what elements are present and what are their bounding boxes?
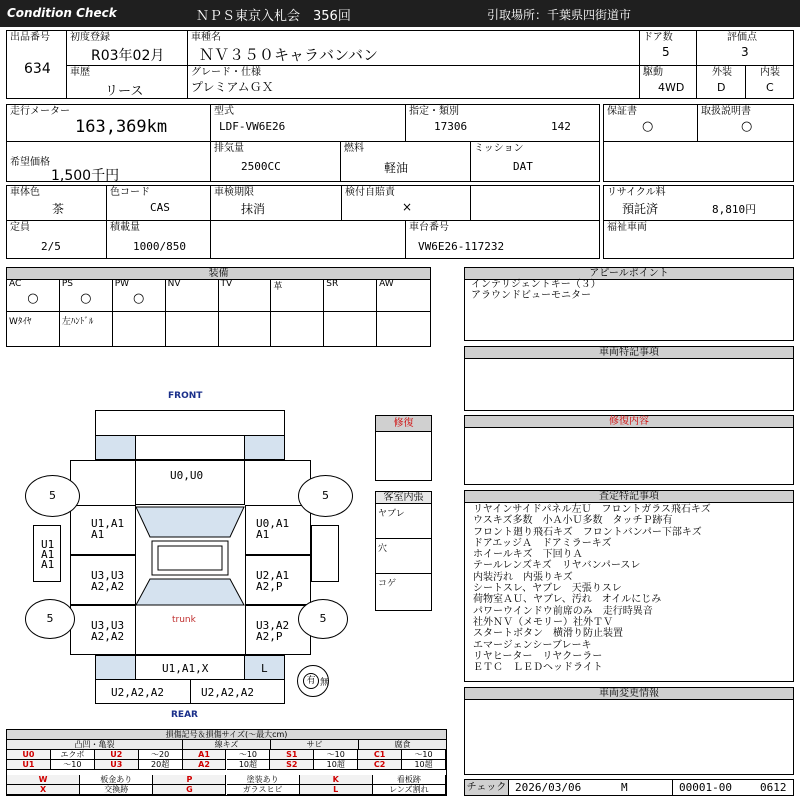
right-front-damage-1: U0,A1 — [256, 517, 290, 530]
displacement-label: 排気量 — [214, 143, 244, 154]
equipment-cell-nv — [166, 279, 219, 312]
legend-desc: 〜10 — [314, 750, 358, 760]
manual-label: 取扱説明書 — [701, 106, 751, 117]
fuel-label: 燃料 — [344, 143, 364, 154]
repair-content-title: 修復内容 — [465, 416, 793, 428]
equipment-header-tv: TV — [220, 279, 233, 289]
legend-row-4 — [7, 785, 446, 795]
equipment-mark-pw: ○ — [133, 291, 145, 306]
inspection-note-line: ホイールキズ 下回りＡ — [473, 549, 583, 561]
price-label: 希望価格 — [10, 157, 50, 168]
equipment-cell-row2 — [7, 312, 60, 346]
lot-number-cell — [6, 30, 67, 99]
warranty-cell — [603, 104, 698, 142]
equipment-title: 装備 — [7, 268, 430, 280]
load-cell — [106, 220, 211, 259]
body-color-label: 車体色 — [10, 187, 40, 198]
spare-tire-circle: 有 — [303, 673, 319, 689]
legend-group-header: 腐食 — [359, 740, 447, 750]
history-cell — [66, 65, 188, 99]
legend-desc: 10超 — [314, 760, 358, 770]
tire-rear-left[interactable]: 5 — [25, 599, 75, 639]
headlight-right[interactable] — [244, 435, 285, 460]
trunk-label: trunk — [172, 615, 196, 625]
inspection-note-line: リヤインサイドパネル左Ｕ フロントガラス飛石キズ — [473, 504, 711, 515]
equipment-cell-sr — [324, 279, 377, 312]
legend-desc: レンズ割れ — [373, 785, 446, 795]
welfare-label: 福祉車両 — [607, 222, 647, 233]
right-side-mirror-area[interactable] — [311, 525, 339, 582]
inspection-note-line: ドアエッジＡ ドアミラーキズ — [473, 537, 612, 549]
appeal-line: アラウンドビューモニター — [471, 290, 591, 301]
score-cell — [696, 30, 794, 66]
capacity-label: 定員 — [10, 222, 30, 233]
price-value: 1,500千円 — [51, 168, 120, 184]
model-label: 型式 — [214, 106, 234, 117]
legend-desc: 〜10 — [227, 750, 271, 760]
spare-tire-text: 無 — [320, 678, 330, 688]
legend-row-1 — [7, 750, 446, 760]
drive-value: 4WD — [658, 81, 685, 94]
equipment-extra-label: Wﾀｲﾔ — [9, 317, 32, 327]
displacement-cell — [210, 141, 341, 182]
inspection-note-line: スタートボタン 横滑り防止装置 — [473, 628, 623, 640]
equipment-extra-label: 左ﾊﾝﾄﾞﾙ — [61, 317, 94, 327]
legend-code: U1 — [7, 760, 51, 770]
right-rear-damage-2: A2,P — [256, 630, 283, 643]
warranty-label: 保証書 — [607, 106, 637, 117]
chassis-value: VW6E26-117232 — [418, 240, 505, 253]
car-name-value: ＮＶ３５０キャラバンバン — [199, 46, 378, 64]
recycle-status: 預託済 — [622, 202, 659, 216]
rear-bumper-left[interactable] — [95, 679, 191, 704]
equipment-cell-row2 — [324, 312, 377, 346]
left-mid-damage-2: A2,A2 — [91, 580, 125, 593]
equipment-cell-aw — [377, 279, 430, 312]
equipment-header-ac: AC — [9, 279, 22, 289]
interior-cell — [745, 65, 794, 99]
inspection-note-line: 荷物室ＡＵ、ヤブレ、汚れ オイルにじみ — [473, 594, 662, 606]
cabin-roof-drawing — [117, 505, 263, 655]
footer-number: 0612 — [760, 781, 787, 794]
grade-label: グレード・仕様 — [191, 67, 261, 78]
inspection-note-line: パワーウインドウ前席のみ 走行時異音 — [473, 605, 653, 617]
spec-class-value: 142 — [551, 120, 571, 133]
legend-desc: 〜10 — [51, 760, 95, 770]
drive-label: 駆動 — [643, 67, 663, 78]
equipment-cell-革 — [271, 279, 324, 312]
legend-group-header: 凸凹・亀裂 — [7, 740, 183, 750]
footer-code: 00001-00 — [679, 781, 732, 794]
fuel-value: 軽油 — [384, 161, 409, 175]
cabin-burn-label: コゲ — [378, 579, 397, 589]
taillight-right[interactable] — [244, 655, 285, 680]
chassis-cell — [405, 220, 600, 259]
cabin-tear-label: ヤブレ — [378, 509, 405, 519]
legend-desc: エクボ — [51, 750, 95, 760]
insurance-value: × — [402, 200, 413, 214]
inspection-notes-panel — [464, 490, 794, 682]
equipment-cell-row2 — [113, 312, 166, 346]
bumper-left-damage: U2,A2,A2 — [111, 686, 164, 699]
brand-text: Condition Check — [7, 6, 117, 20]
displacement-value: 2500CC — [241, 160, 281, 173]
legend-desc: 〜20 — [139, 750, 183, 760]
color-code-value: CAS — [150, 201, 170, 214]
front-damage: U0,U0 — [170, 469, 204, 482]
score-value: 3 — [741, 45, 749, 59]
equipment-header-aw: AW — [379, 279, 394, 289]
right-mid-damage-1: U2,A1 — [256, 569, 290, 582]
left-side-damage-line: U1 — [41, 538, 55, 551]
lot-number-value: 634 — [24, 61, 51, 77]
body-color-cell — [6, 185, 107, 221]
legend-groups — [7, 740, 446, 750]
appeal-title: アピールポイント — [465, 268, 793, 280]
legend-code: S2 — [270, 760, 314, 770]
model-value: LDF-VW6E26 — [219, 120, 286, 133]
equipment-cell-row2 — [377, 312, 430, 346]
inspection-note-line: 社外ＮＶ（メモリー）社外ＴＶ — [473, 616, 613, 628]
left-side-damage-line: A1 — [41, 548, 55, 561]
bumper-right-damage: U2,A2,A2 — [201, 686, 254, 699]
legend-title: 損傷記号＆損傷サイズ(〜最大cm) — [7, 730, 446, 740]
inspection-note-line: シートスレ、ヤブレ 天張りスレ — [473, 583, 622, 595]
left-front-damage-1: U1,A1 — [91, 517, 125, 530]
recycle-label: リサイクル料 — [607, 187, 666, 198]
right-rear-damage-1: U3,A2 — [256, 619, 290, 632]
warranty-value: ○ — [642, 119, 654, 134]
legend-row-2 — [7, 760, 446, 770]
grade-cell — [187, 65, 640, 99]
tire-front-right[interactable]: 5 — [298, 475, 353, 517]
interior-label: 内装 — [760, 67, 780, 78]
pickup-location: 引取場所：千葉県四街道市 — [487, 8, 632, 22]
legend-desc: 20超 — [139, 760, 183, 770]
left-side-mirror-area[interactable] — [33, 525, 61, 582]
inspection-cell — [210, 185, 342, 221]
repair-box-title: 修復 — [376, 416, 431, 432]
doors-value: 5 — [662, 45, 670, 59]
mission-cell — [470, 141, 600, 182]
spec-cell — [405, 104, 600, 142]
equipment-mark-ps: ○ — [80, 291, 92, 306]
cabin-hole-label: 穴 — [378, 544, 388, 554]
mileage-label: 走行メーター — [10, 106, 70, 117]
rear-damage: U1,A1,X — [162, 662, 209, 675]
mission-label: ミッション — [474, 143, 524, 154]
left-rear-damage-1: U3,U3 — [91, 619, 125, 632]
drive-cell — [639, 65, 697, 99]
legend-code: L — [300, 785, 373, 795]
auction-title: ＮＰＳ東京入札会 356回 — [196, 9, 351, 24]
equipment-cell-row2 — [60, 312, 113, 346]
check-label: チェック — [465, 780, 509, 795]
left-rear-damage-2: A2,A2 — [91, 630, 125, 643]
legend-code: U2 — [95, 750, 139, 760]
special-panel — [464, 346, 794, 411]
tire-rear-right[interactable]: 5 — [298, 599, 348, 639]
legend-desc: 交換跡 — [80, 785, 153, 795]
load-value: 1000/850 — [133, 240, 186, 253]
roof-front-panel[interactable] — [135, 435, 245, 505]
color-code-cell — [106, 185, 211, 221]
legend-code: C2 — [358, 760, 402, 770]
legend-code: P — [153, 775, 226, 785]
equipment-cell-row2 — [271, 312, 324, 346]
front-label: FRONT — [168, 391, 203, 401]
equipment-cell-row2 — [219, 312, 272, 346]
rear-bumper-right[interactable] — [190, 679, 285, 704]
mission-value: DAT — [513, 160, 533, 173]
equipment-mark-ac: ○ — [27, 291, 39, 306]
appeal-line: インテリジェントキー（３） — [471, 279, 601, 290]
inspection-note-line: フロント廻り飛石キズ フロントバンパー下部キズ — [473, 526, 702, 538]
headlight-left[interactable] — [95, 435, 136, 460]
body-color-value: 茶 — [52, 202, 65, 216]
footer-divider — [672, 780, 673, 795]
tire-front-left[interactable]: 5 — [25, 475, 80, 517]
exterior-value: D — [717, 81, 726, 94]
blank-cell-3 — [210, 220, 406, 259]
history-label: 車歴 — [70, 67, 90, 78]
insurance-label: 検付自賠責 — [345, 187, 395, 198]
equipment-header-sr: SR — [326, 279, 339, 289]
cabin-row-hole — [376, 539, 431, 574]
inspection-label: 車検期限 — [214, 187, 254, 198]
legend-group-header: 線キズ — [183, 740, 271, 750]
first-reg-value: R03年02月 — [91, 48, 165, 64]
inspection-value: 抹消 — [241, 202, 266, 216]
equipment-grid — [7, 279, 430, 346]
equipment-header-革: 革 — [273, 282, 283, 292]
legend-code: S1 — [270, 750, 314, 760]
taillight-left[interactable] — [95, 655, 136, 680]
recycle-fee: 8,810円 — [712, 203, 757, 216]
equipment-header-pw: PW — [114, 279, 130, 289]
inspection-note-line: ウスキズ多数 小Ａ小Ｕ多数 タッチＰ跡有 — [473, 515, 673, 527]
taillight-damage: L — [261, 662, 268, 675]
legend-code: W — [7, 775, 80, 785]
model-cell — [210, 104, 406, 142]
cabin-row-tear — [376, 504, 431, 539]
welfare-cell — [603, 220, 794, 259]
legend-code: G — [153, 785, 226, 795]
left-side-damage-line: A1 — [41, 558, 55, 571]
left-side-damage — [41, 540, 55, 570]
inspection-note-line: エマージェンシーブレーキ — [473, 639, 592, 651]
spec-label: 指定・類別 — [409, 106, 459, 117]
left-front-damage-2: A1 — [91, 528, 105, 541]
first-reg-label: 初度登録 — [70, 32, 110, 43]
car-name-label: 車種名 — [191, 32, 221, 43]
first-reg-cell — [66, 30, 188, 66]
equipment-table — [6, 267, 431, 347]
equipment-header-nv: NV — [167, 279, 181, 289]
equipment-header-ps: PS — [61, 279, 74, 289]
check-date: 2026/03/06 — [515, 781, 582, 794]
cabin-box — [375, 491, 432, 611]
doors-label: ドア数 — [643, 32, 673, 43]
repair-box — [375, 415, 432, 481]
legend-row-3 — [7, 775, 446, 785]
equipment-cell-row2 — [166, 312, 219, 346]
right-mid-damage-2: A2,P — [256, 580, 283, 593]
legend-desc: 10超 — [227, 760, 271, 770]
manual-value: ○ — [741, 119, 753, 134]
blank-cell — [603, 141, 794, 182]
lot-number-label: 出品番号 — [10, 32, 50, 43]
inspection-note-line: テールレンズキズ リヤバンパースレ — [473, 560, 641, 572]
equipment-cell-ac — [7, 279, 60, 312]
legend-code: X — [7, 785, 80, 795]
right-front-damage-2: A1 — [256, 528, 270, 541]
change-info-panel — [464, 687, 794, 775]
grade-value: プレミアムＧＸ — [191, 80, 274, 94]
appeal-panel — [464, 267, 794, 341]
score-label: 評価点 — [727, 32, 757, 43]
inspection-notes-lines — [473, 504, 791, 673]
capacity-cell — [6, 220, 107, 259]
legend-desc: 10超 — [402, 760, 446, 770]
blank-cell-2 — [470, 185, 600, 221]
legend-desc: 板金あり — [80, 775, 153, 785]
legend-desc: 〜10 — [402, 750, 446, 760]
damage-legend — [6, 729, 447, 796]
equipment-cell-tv — [219, 279, 272, 312]
legend-code: U0 — [7, 750, 51, 760]
legend-desc: 塗装あり — [227, 775, 300, 785]
fuel-cell — [340, 141, 471, 182]
legend-code: K — [300, 775, 373, 785]
inspection-note-line: リヤヒーター リヤクーラー — [473, 650, 603, 662]
cabin-title: 客室内張 — [376, 492, 431, 504]
change-info-title: 車両変更情報 — [465, 688, 793, 700]
recycle-cell — [603, 185, 794, 221]
mileage-value: 163,369km — [75, 117, 168, 137]
exterior-cell — [696, 65, 746, 99]
inspector-code: M — [621, 781, 628, 794]
legend-code: U3 — [95, 760, 139, 770]
insurance-cell — [341, 185, 471, 221]
legend-desc: 看板跡 — [373, 775, 446, 785]
legend-code: A2 — [183, 760, 227, 770]
exterior-label: 外装 — [712, 67, 732, 78]
special-title: 車両特記事項 — [465, 347, 793, 359]
header-bar — [0, 0, 800, 27]
legend-code: A1 — [183, 750, 227, 760]
doors-cell — [639, 30, 697, 66]
inspection-note-line: ＥＴＣ ＬＥＤヘッドライト — [473, 662, 603, 674]
color-code-label: 色コード — [110, 187, 150, 198]
car-name-cell — [187, 30, 640, 66]
footer-bar — [464, 779, 794, 796]
rear-gate[interactable] — [135, 655, 245, 680]
equipment-cell-pw — [113, 279, 166, 312]
left-mid-damage-1: U3,U3 — [91, 569, 125, 582]
appeal-lines — [471, 279, 791, 301]
equipment-cell-ps — [60, 279, 113, 312]
history-value: リース — [105, 84, 144, 99]
rear-label: REAR — [171, 710, 198, 720]
inspection-notes-title: 査定特記事項 — [465, 491, 793, 503]
spec-type-value: 17306 — [434, 120, 468, 133]
chassis-label: 車台番号 — [409, 222, 449, 233]
cabin-row-burn — [376, 574, 431, 610]
mileage-cell — [6, 104, 211, 142]
spare-tire-indicator — [297, 665, 329, 697]
legend-group-header: サビ — [271, 740, 359, 750]
inspection-note-line: 内装汚れ 内張りキズ — [473, 571, 573, 583]
repair-content-panel — [464, 415, 794, 485]
load-label: 積載量 — [110, 222, 140, 233]
manual-cell — [697, 104, 794, 142]
legend-code: C1 — [358, 750, 402, 760]
price-cell — [6, 141, 211, 182]
legend-desc: ガラスヒビ — [227, 785, 300, 795]
interior-value: C — [766, 81, 774, 94]
capacity-value: 2/5 — [41, 240, 61, 253]
